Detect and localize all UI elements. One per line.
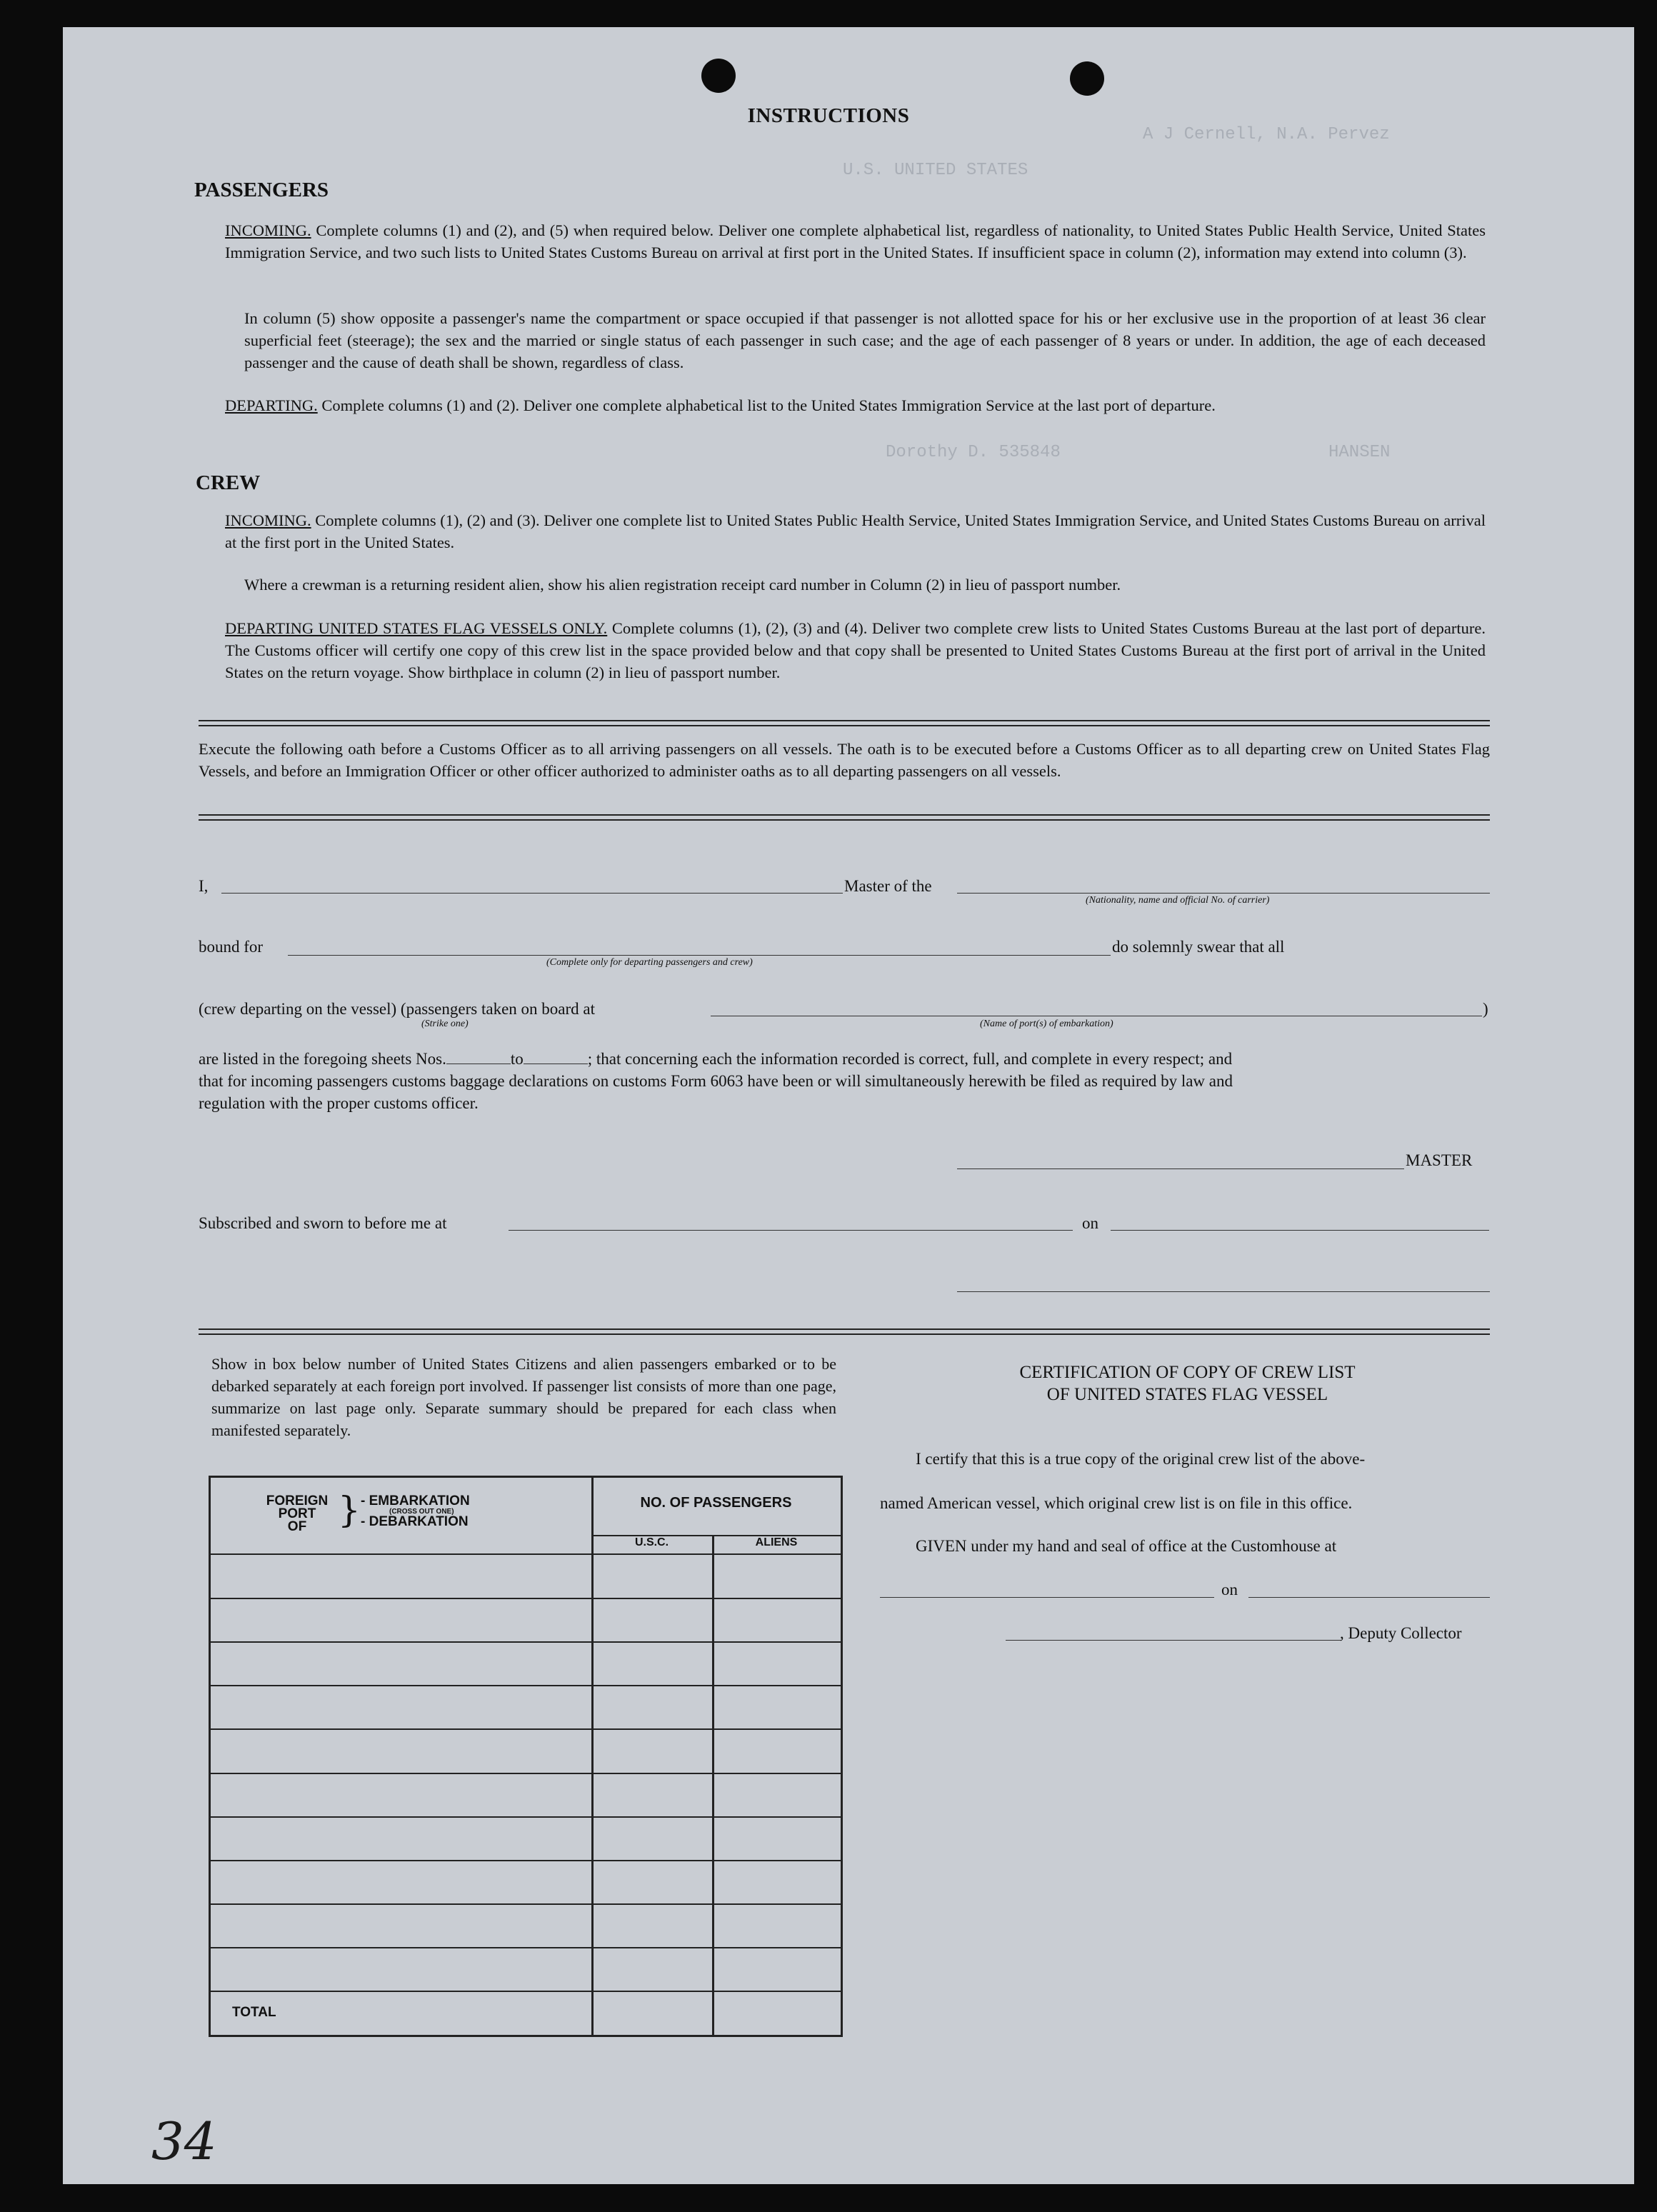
table-row [211,1860,841,1861]
brace-icon: } [338,1489,361,1531]
foreign-port-header [258,1495,336,1533]
crew-departing-label: DEPARTING UNITED STATES FLAG VESSELS ONLY. [225,619,608,637]
close-paren: ) [1483,1000,1488,1018]
strike-caption: (Strike one) [421,1019,469,1029]
master-signature-field[interactable] [957,1168,1404,1169]
customhouse-field[interactable] [880,1597,1214,1598]
crew-departing-text: Complete columns (1), (2), (3) and (4). Deliver two complete crew lists to United States Customs Bureau at the last port of departure. The Customs officer will certify one copy of this crew list in the space provided below and that copy shall be presented to United States Customs Bureau at the first port of arrival in the United States on the return voyage. Show birthplace in column (2) in lieu of passport number. [225,619,1486,681]
passengers-heading: PASSENGERS [194,179,329,201]
carrier-caption: (Nationality, name and official No. of carrier) [1086,895,1270,906]
bleed-through: Dorothy D. 535848 [886,443,1061,462]
table-row [211,1816,841,1818]
divider [199,814,1490,821]
listed-rest: ; that concerning each the information recorded is correct, full, and complete in every respect; and [587,1050,1233,1068]
header-word: PORT [278,1506,316,1521]
departing-caption: (Complete only for departing passengers and crew) [546,957,753,968]
crew-incoming [225,509,1486,554]
total-label: TOTAL [232,2005,276,2020]
cross-out-label: (CROSS OUT ONE) [389,1508,454,1516]
oath-line-2: that for incoming passengers customs baggage declarations on customs Form 6063 have been or will simultaneously herewith be filed as required by law and [199,1072,1233,1090]
table-row [211,1598,841,1599]
table-row [211,1947,841,1948]
aliens-header: ALIENS [755,1536,798,1548]
crew-incoming-text: Complete columns (1), (2) and (3). Deliver one complete list to United States Public Health Service, United States Immigration Service, and United States Customs Bureau on arrival at the first port in the United States. [225,511,1486,551]
bound-for-field[interactable] [288,955,1111,956]
oath-i-label: I, [199,877,209,895]
bleed-through: U.S. UNITED STATES [843,161,1028,180]
departing-label: DEPARTING. [225,396,318,414]
certification-title [846,1361,1528,1406]
crew-departing [225,617,1486,684]
crew-heading: CREW [196,471,261,494]
departing-text: Complete columns (1) and (2). Deliver one complete alphabetical list to the United States Immigration Service at the last port of departure. [321,396,1216,414]
certify-date-field[interactable] [1248,1597,1490,1598]
header-word: OF [287,1519,307,1534]
punch-hole [1070,61,1104,96]
usc-header: U.S.C. [634,1536,669,1548]
master-label: MASTER [1406,1151,1473,1169]
table-row [211,1641,841,1643]
embark-debark-header [361,1495,470,1528]
certify-line-3: GIVEN under my hand and seal of office at the Customhouse at [916,1537,1337,1555]
sworn-date-field[interactable] [1111,1230,1489,1231]
summary-instructions: Show in box below number of United States Citizens and alien passengers embarked or to be debarked separately at each foreign port involved. If passenger list consists of more than one page, summarize on last page only. Separate summary should be prepared for each class when manifested separately. [211,1355,836,1439]
bleed-through: HANSEN [1328,443,1391,462]
incoming-label: INCOMING. [225,221,311,239]
crew-incoming-label: INCOMING. [225,511,311,529]
oath-line-3: regulation with the proper customs officer. [199,1094,479,1112]
table-row [211,1685,841,1686]
certify-line-2: named American vessel, which original crew list is on file in this office. [880,1494,1353,1512]
deputy-collector-label: , Deputy Collector [1340,1624,1462,1642]
oath-intro: Execute the following oath before a Customs Officer as to all arriving passengers on all vessels. The oath is to be executed before a Customs Officer as to all departing crew on United States Flag Vessels, and before an Immigration Officer or other officer authorized to administer oaths as to all departing passengers on all vessels. [199,740,1490,780]
sworn-place-field[interactable] [509,1230,1073,1231]
table-divider [211,1553,841,1555]
punch-hole [701,59,736,93]
to-label: to [510,1050,524,1068]
crew-resident: Where a crewman is a returning resident alien, show his alien registration receipt card number in Column (2) in lieu of passport number. [244,576,1121,594]
table-divider [591,1478,594,2035]
debarkation-label: - DEBARKATION [361,1514,469,1529]
table-divider [712,1535,714,2035]
incoming-text: Complete columns (1) and (2), and (5) when required below. Deliver one complete alphabetical list, regardless of nationality, to United States Public Health Service, United States Immigration Service, and two such lists to United States Customs Bureau on arrival at first port in the United States. If insufficient space in column (2), information may extend into column (3). [225,221,1486,261]
swear-text: do solemnly swear that all [1112,938,1285,956]
divider [199,720,1490,726]
table-row [211,1991,841,1992]
certify-line-1: I certify that this is a true copy of the original crew list of the above- [916,1450,1366,1468]
table-row [211,1773,841,1774]
port-caption: (Name of port(s) of embarkation) [980,1019,1113,1029]
divider [199,1328,1490,1335]
embarkation-label: - EMBARKATION [361,1493,470,1508]
officer-signature-field[interactable] [957,1291,1490,1292]
listed-line [199,1050,1232,1069]
certification-title-line: CERTIFICATION OF COPY OF CREW LIST [1019,1363,1356,1382]
passengers-departing [225,394,1486,416]
table-row [211,1903,841,1905]
deputy-signature-field[interactable] [1006,1640,1341,1641]
certify-on-label: on [1221,1581,1238,1598]
passenger-summary-table [209,1476,843,2037]
page-title: INSTRUCTIONS [747,104,910,127]
header-word: FOREIGN [266,1493,329,1508]
subscribed-label: Subscribed and sworn to before me at [199,1214,447,1232]
name-field[interactable] [221,893,843,894]
bound-for-label: bound for [199,938,264,956]
passengers-incoming [225,219,1486,264]
bleed-through: A J Cernell, N.A. Pervez [1143,125,1390,144]
crew-departing-text: (crew departing on the vessel) (passengers taken on board at [199,1000,595,1018]
no-passengers-header: NO. OF PASSENGERS [640,1495,792,1511]
carrier-field[interactable] [957,893,1490,894]
master-of-label: Master of the [844,877,932,895]
table-row [211,1728,841,1730]
sworn-on-label: on [1082,1214,1098,1232]
certification-title-line: OF UNITED STATES FLAG VESSEL [1046,1385,1328,1404]
listed-prefix: are listed in the foregoing sheets Nos. [199,1050,446,1068]
page-number: 34 [151,2111,217,2171]
passengers-column5: In column (5) show opposite a passenger's name the compartment or space occupied if that passenger is not allotted space for his or her exclusive use in the proportion of at least 36 clear superficial feet (steerage); the sex and the married or single status of each passenger in such case; and the age of each passenger of 8 years or under. In addition, the age of each deceased passenger and the cause of death shall be shown, regardless of class. [244,309,1486,371]
